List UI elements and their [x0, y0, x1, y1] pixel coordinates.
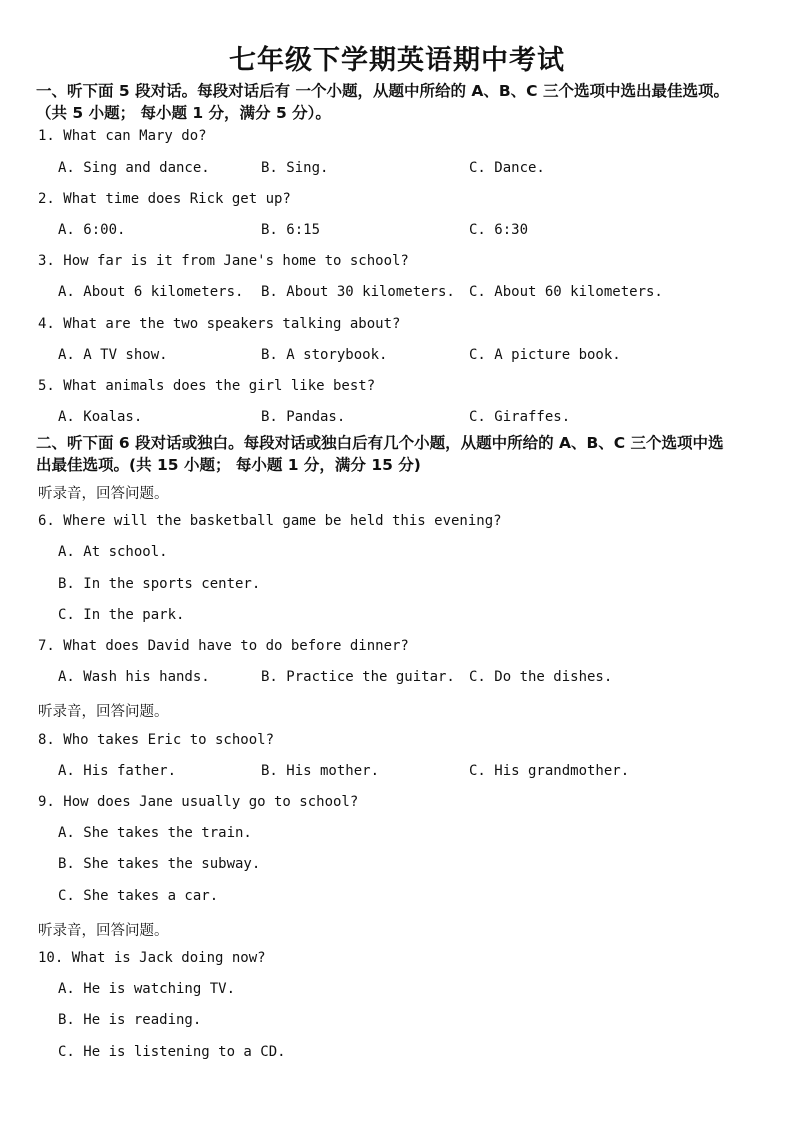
- section-2-heading-line-2: 出最佳选项。(共 15 小题； 每小题 1 分，满分 15 分): [36, 456, 421, 474]
- question-4-option-b: B. A storybook.: [261, 347, 388, 363]
- section-1-heading-line-2: （共 5 小题； 每小题 1 分，满分 5 分）。: [36, 104, 331, 122]
- question-6-option-b: B. In the sports center.: [58, 576, 261, 592]
- question-7-option-b: B. Practice the guitar.: [261, 669, 455, 685]
- question-7-option-c: C. Do the dishes.: [469, 669, 613, 685]
- question-9-option-c: C. She takes a car.: [58, 888, 219, 904]
- section-2-heading: [36, 432, 766, 476]
- question-3-option-b: B. About 30 kilometers.: [261, 284, 455, 300]
- question-10-option-a: A. He is watching TV.: [58, 981, 236, 997]
- question-9-option-a: A. She takes the train.: [58, 825, 252, 841]
- section-2-heading-line-1: 二、听下面 6 段对话或独白。每段对话或独白后有几个小题，从题中所给的 A、B、C 三个选项中选: [36, 434, 724, 452]
- section-1-heading-line-1: 一、听下面 5 段对话。每段对话后有 一个小题，从题中所给的 A、B、C 三个选项中选出最佳选项。: [36, 82, 729, 100]
- question-7: 7. What does David have to do before dinner?: [38, 638, 409, 654]
- question-5-option-b: B. Pandas.: [261, 409, 346, 425]
- question-9: 9. How does Jane usually go to school?: [38, 794, 359, 810]
- exam-title: 七年级下学期英语期中考试: [229, 45, 565, 76]
- question-4-option-a: A. A TV show.: [58, 347, 168, 363]
- listening-instruction-1: 听录音，回答问题。: [38, 486, 169, 502]
- question-4: 4. What are the two speakers talking about?: [38, 316, 401, 332]
- question-8-option-c: C. His grandmother.: [469, 763, 630, 779]
- listening-instruction-3: 听录音，回答问题。: [38, 923, 169, 939]
- question-3-option-a: A. About 6 kilometers.: [58, 284, 244, 300]
- question-2-option-c: C. 6:30: [469, 222, 529, 238]
- question-2: 2. What time does Rick get up?: [38, 191, 291, 207]
- question-10: 10. What is Jack doing now?: [38, 950, 266, 966]
- question-2-option-b: B. 6:15: [261, 222, 321, 238]
- question-6-option-c: C. In the park.: [58, 607, 185, 623]
- question-7-option-a: A. Wash his hands.: [58, 669, 210, 685]
- question-10-option-b: B. He is reading.: [58, 1012, 202, 1028]
- question-8-option-a: A. His father.: [58, 763, 177, 779]
- listening-instruction-2: 听录音，回答问题。: [38, 704, 169, 720]
- question-9-option-b: B. She takes the subway.: [58, 856, 261, 872]
- question-6: 6. Where will the basketball game be held this evening?: [38, 513, 502, 529]
- question-1-option-b: B. Sing.: [261, 160, 329, 176]
- question-1-option-a: A. Sing and dance.: [58, 160, 210, 176]
- question-5-option-a: A. Koalas.: [58, 409, 143, 425]
- question-5-option-c: C. Giraffes.: [469, 409, 571, 425]
- question-10-option-c: C. He is listening to a CD.: [58, 1044, 286, 1060]
- question-4-option-c: C. A picture book.: [469, 347, 621, 363]
- question-2-option-a: A. 6:00.: [58, 222, 126, 238]
- section-1-heading: [36, 80, 766, 124]
- question-1-option-c: C. Dance.: [469, 160, 545, 176]
- question-8-option-b: B. His mother.: [261, 763, 380, 779]
- question-3-option-c: C. About 60 kilometers.: [469, 284, 663, 300]
- question-5: 5. What animals does the girl like best?: [38, 378, 376, 394]
- question-8: 8. Who takes Eric to school?: [38, 732, 275, 748]
- question-3: 3. How far is it from Jane's home to school?: [38, 253, 409, 269]
- question-1: 1. What can Mary do?: [38, 128, 207, 144]
- question-6-option-a: A. At school.: [58, 544, 168, 560]
